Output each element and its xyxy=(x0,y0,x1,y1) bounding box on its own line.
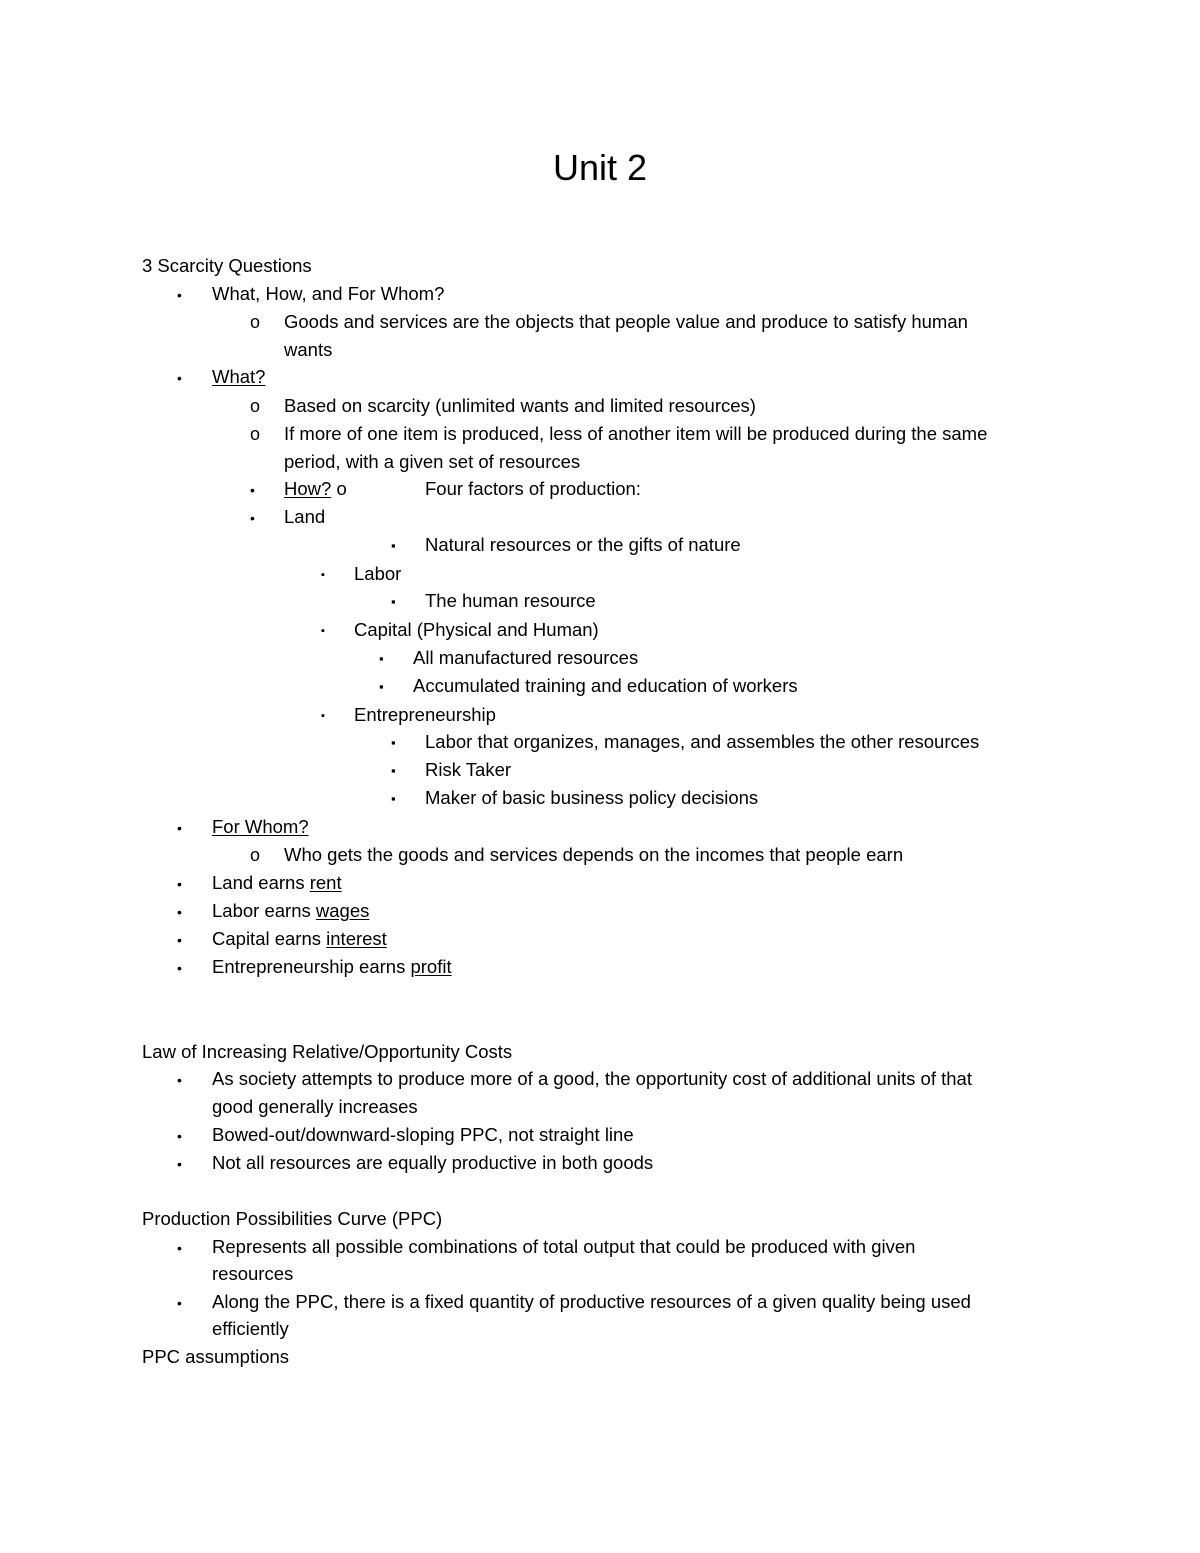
bullet-round: • xyxy=(177,932,182,948)
list-item-entrepreneurship: Entrepreneurship xyxy=(354,704,496,725)
bullet-square: ▪ xyxy=(391,763,396,778)
earns-prefix: Capital earns xyxy=(212,928,327,949)
earns-term: wages xyxy=(315,900,370,921)
list-item-based-on-scarcity: Based on scarcity (unlimited wants and limited resources) xyxy=(284,395,756,416)
list-item-represents-combinations: Represents all possible combinations of total output that could be produced with given xyxy=(212,1236,916,1257)
bullet-round: • xyxy=(177,876,182,892)
how-marker: o xyxy=(336,478,347,499)
list-item-risk-taker: Risk Taker xyxy=(425,759,512,780)
list-item-entrepreneurship-earns xyxy=(212,955,452,979)
list-item-goods-services-cont: wants xyxy=(284,339,333,360)
bullet-small: ▪ xyxy=(321,569,325,581)
earns-term: profit xyxy=(410,956,452,977)
list-item-how xyxy=(284,477,347,501)
list-item-goods-services: Goods and services are the objects that people value and produce to satisfy human xyxy=(284,311,968,332)
list-item-more-of-one-item-cont: period, with a given set of resources xyxy=(284,451,581,472)
bullet-round: • xyxy=(177,820,182,836)
list-item-for-whom: For Whom? xyxy=(212,816,309,837)
bullet-round: • xyxy=(250,482,255,498)
bullet-square: ▪ xyxy=(391,735,396,750)
bullet-small: ▪ xyxy=(321,625,325,637)
bullet-round: • xyxy=(177,904,182,920)
earns-prefix: Land earns xyxy=(212,872,310,893)
bullet-round: • xyxy=(250,510,255,526)
bullet-small: ▪ xyxy=(321,710,325,722)
list-item-human-resource: The human resource xyxy=(425,590,596,611)
earns-term: interest xyxy=(326,928,387,949)
bullet-round: • xyxy=(177,1240,182,1256)
list-item-capital: Capital (Physical and Human) xyxy=(354,619,599,640)
list-item-accumulated-training: Accumulated training and education of workers xyxy=(413,675,798,696)
list-item-four-factors: Four factors of production: xyxy=(425,478,641,499)
bullet-round: • xyxy=(177,1156,182,1172)
bullet-round: • xyxy=(177,370,182,386)
list-item-society-attempts-cont: good generally increases xyxy=(212,1096,418,1117)
list-item-land-earns xyxy=(212,871,342,895)
list-item-labor-organizes: Labor that organizes, manages, and assembles the other resources xyxy=(425,731,980,752)
list-item-along-ppc-cont: efficiently xyxy=(212,1318,289,1339)
earns-term: rent xyxy=(309,872,342,893)
bullet-square: ▪ xyxy=(391,791,396,806)
list-item-society-attempts: As society attempts to produce more of a good, the opportunity cost of additional units of that xyxy=(212,1068,972,1089)
bullet-square: ▪ xyxy=(391,594,396,609)
bullet-round: • xyxy=(177,960,182,976)
section-heading-ppc: Production Possibilities Curve (PPC) xyxy=(142,1208,443,1229)
list-item-labor: Labor xyxy=(354,563,402,584)
bullet-circle: o xyxy=(250,312,261,332)
list-item-capital-earns xyxy=(212,927,387,951)
earns-prefix: Labor earns xyxy=(212,900,316,921)
document-title: Unit 2 xyxy=(552,147,648,188)
list-item-bowed-out: Bowed-out/downward-sloping PPC, not straight line xyxy=(212,1124,634,1145)
list-item-manufactured-resources: All manufactured resources xyxy=(413,647,639,668)
list-item-labor-earns xyxy=(212,899,369,923)
bullet-round: • xyxy=(177,287,182,303)
bullet-square: ▪ xyxy=(391,538,396,553)
list-item-more-of-one-item: If more of one item is produced, less of another item will be produced during the same xyxy=(284,423,988,444)
list-item-who-gets: Who gets the goods and services depends on the incomes that people earn xyxy=(284,844,904,865)
bullet-round: • xyxy=(177,1295,182,1311)
section-heading-scarcity: 3 Scarcity Questions xyxy=(142,255,312,276)
bullet-round: • xyxy=(177,1072,182,1088)
section-heading-ppc-assumptions: PPC assumptions xyxy=(142,1346,290,1367)
how-label: How? xyxy=(284,478,332,499)
list-item-land: Land xyxy=(284,506,326,527)
section-heading-opportunity-costs: Law of Increasing Relative/Opportunity Costs xyxy=(142,1041,513,1062)
list-item-along-ppc: Along the PPC, there is a fixed quantity of productive resources of a given quality being used xyxy=(212,1291,971,1312)
bullet-square: ▪ xyxy=(379,651,384,666)
list-item-represents-combinations-cont: resources xyxy=(212,1263,294,1284)
bullet-circle: o xyxy=(250,396,261,416)
bullet-round: • xyxy=(177,1128,182,1144)
bullet-circle: o xyxy=(250,845,261,865)
list-item-not-all-resources: Not all resources are equally productive in both goods xyxy=(212,1152,654,1173)
list-item-natural-resources: Natural resources or the gifts of nature xyxy=(425,534,741,555)
bullet-circle: o xyxy=(250,424,261,444)
list-item-what-how-whom: What, How, and For Whom? xyxy=(212,283,445,304)
list-item-what: What? xyxy=(212,366,266,387)
list-item-policy-decisions: Maker of basic business policy decisions xyxy=(425,787,759,808)
earns-prefix: Entrepreneurship earns xyxy=(212,956,411,977)
bullet-square: ▪ xyxy=(379,679,384,694)
